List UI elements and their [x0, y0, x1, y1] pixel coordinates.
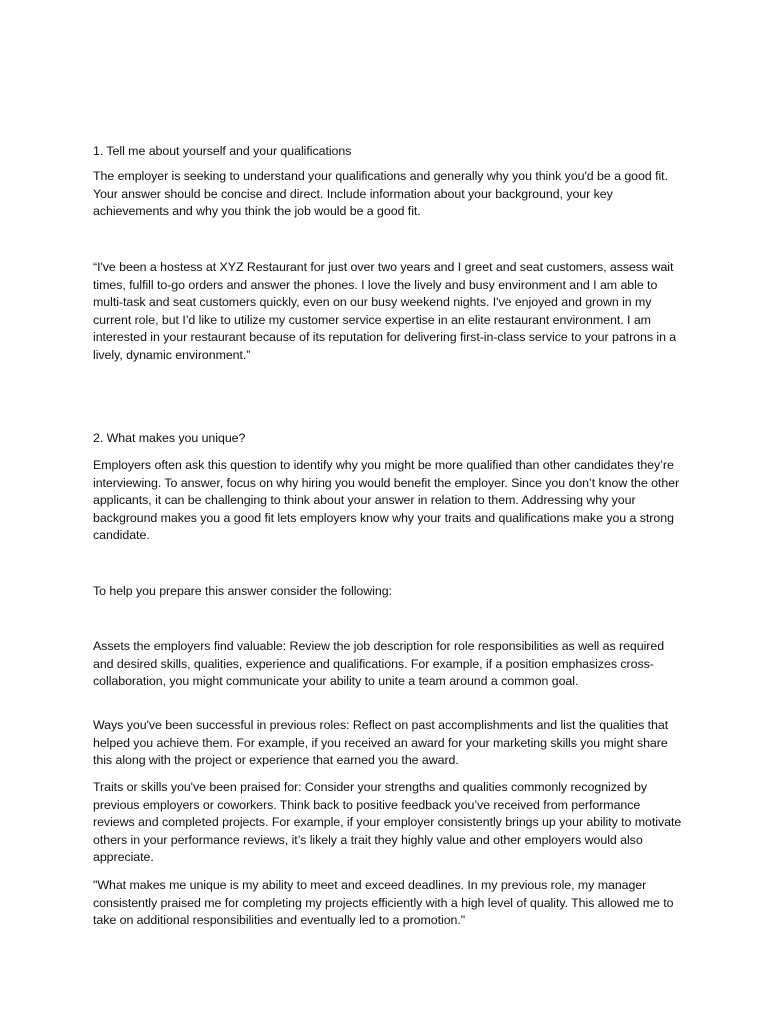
question-2-explanation: Employers often ask this question to identify why you might be more qualified than other candidates they’re interviewing. To answer, focus on why hiring you would benefit the employer. Since you don’t know the other applicants, it can be challenging to think about your answer in relation to them. Addressing why your background makes you a good fit lets employers know why your traits and qualifications make you a strong candidate.	[93, 458, 680, 543]
question-2-sample-answer: "What makes me unique is my ability to meet and exceed deadlines. In my previous role, my manager consistently praised me for completing my projects efficiently with a high level of quality. This allowed me to take on additional responsibilities and eventually led to a promotion."	[93, 878, 674, 928]
traits-paragraph: Traits or skills you've been praised for: Consider your strengths and qualities commonly recognized by previous employers or coworkers. Think back to positive feedback you’ve received from performance reviews and completed projects. For example, if your employer consistently brings up your ability to motivate others in your performance reviews, it’s likely a trait they highly value and other employers would also appreciate.	[93, 780, 682, 865]
question-2-heading: 2. What makes you unique?	[93, 431, 246, 445]
past-success-paragraph: Ways you've been successful in previous roles: Reflect on past accomplishments and list the qualities that helped you achieve them. For example, if you received an award for your marketing skills you might share this along with the project or experience that earned you the award.	[93, 718, 669, 768]
assets-paragraph: Assets the employers find valuable: Review the job description for role responsibilities as well as required and desired skills, qualities, experience and qualifications. For example, if a position emphasizes cross-collaboration, you might communicate your ability to unite a team around a common goal.	[93, 639, 665, 689]
question-1-sample-answer: “I've been a hostess at XYZ Restaurant for just over two years and I greet and seat customers, assess wait times, fulfill to-go orders and answer the phones. I love the lively and busy environment and I am able to multi-task and seat customers quickly, even on our busy weekend nights. I've enjoyed and grown in my current role, but I’d like to utilize my customer service expertise in an elite restaurant environment. I am interested in your restaurant because of its reputation for delivering first-in-class service to your patrons in a lively, dynamic environment.”	[93, 260, 677, 362]
question-1-heading: 1. Tell me about yourself and your qualifications	[93, 144, 352, 158]
prepare-instruction: To help you prepare this answer consider the following:	[93, 584, 392, 598]
question-1-explanation: The employer is seeking to understand your qualifications and generally why you think you'd be a good fit. Your answer should be concise and direct. Include information about your background, your key achievements and why you think the job would be a good fit.	[93, 169, 668, 219]
